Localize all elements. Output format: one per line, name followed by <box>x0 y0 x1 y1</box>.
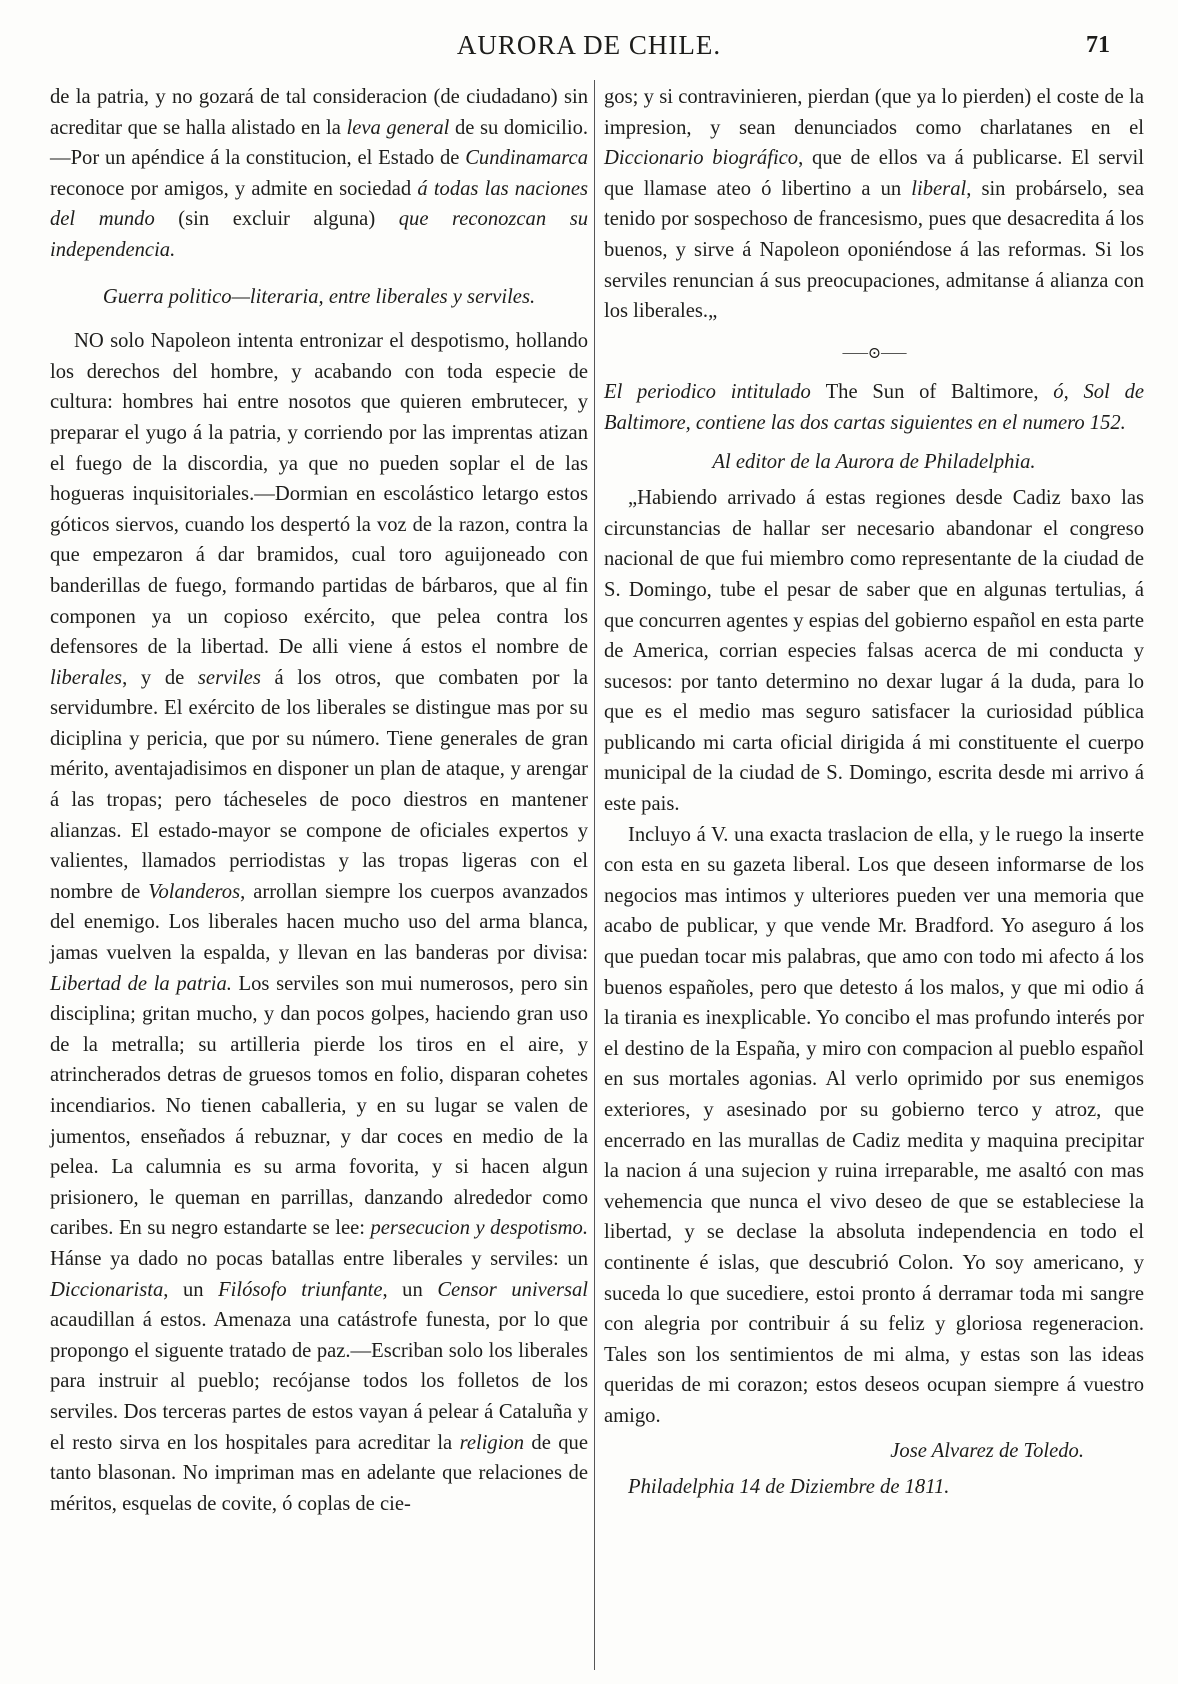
letter-paragraph-2: Incluyo á V. una exacta traslacion de ella, y le ruego la inserte con esta en su gazeta liberal. Los que deseen informarse de los negocios mas intimos y ulteriores pueden ver una memoria que acabo de publicar, y que vende Mr. Bradford. Yo aseguro á los que puedan tocar mis palabras, que amo con todo mi afecto á los buenos españoles, pero que detesto á los malos, y que mi odio á la tirania es inexplicable. Yo concibo el mas profundo interés por el destino de la España, y miro con compacion al pueblo español en sus mortales agonias. Al verlo oprimido por sus enemigos exteriores, y asesinado por su gobierno terco y atroz, que encerrado en las murallas de Cadiz medita y maquina precipitar la nacion á una sujecion y ruina irreparable, me asaltó con mas vehemencia que nunca el vivo deseo de que se estableciese la libertad, y se declase la absoluta independencia en todo el continente é islas, que descubrió Colon. Yo soy americano, y suceda lo que sucediere, estoi pronto á derramar toda mi sangre con alegria por contribuir á su feliz y gloriosa regeneracion. Tales son los sentimientos de mi alma, y estas son las ideas queridas de mi corazon; estos deseos ocupan siempre á vuestro amigo. <box>604 823 1144 1427</box>
italic-run: liberales <box>50 666 123 689</box>
italic-run: Diccionario biográfico <box>604 147 799 170</box>
left-paragraph-2 <box>50 326 588 1519</box>
signature: Jose Alvarez de Toledo. <box>890 1439 1084 1462</box>
text-run: , un <box>382 1278 438 1301</box>
text-run: NO solo Napoleon intenta entronizar el despotismo, hollando los derechos del hombre, y acabando con toda especie de cultura: hombres hai entre nosotos que quieren embrutecer, y preparar el yugo á la patria, y corriendo por las imprentas atizan el fuego de la discordia, ya que no pueden soplar el de las hogueras inquisitoriales.—Dormian en escolástico letargo estos góticos siervos, cuando los despertó la voz de la razon, contra la que empezaron á dar bramidos, cual toro aguijoneado con banderillas de fuego, formando partidas de bárbaros, que al fin componen ya un copioso exército, que pelea contra los defensores de la libertad. De alli viene á estos el nombre de <box>50 330 588 659</box>
italic-run: Filósofo triunfante <box>218 1278 383 1301</box>
text-run: acaudillan á estos. Amenaza una catástrofe funesta, por lo que propongo el siguente tratado de paz.—Escriban solo los liberales para instruir al pueblo; recójanse todos los folletos de los serviles. Dos terceras partes de estos vayan á pelear á Cataluña y el resto sirva en los hospitales para acreditar la <box>50 1309 588 1454</box>
italic-run: serviles <box>197 666 261 689</box>
italic-run: Diccionarista <box>50 1278 164 1301</box>
text-run: , un <box>163 1278 219 1301</box>
column-divider <box>594 80 595 1670</box>
running-title: AURORA DE CHILE. <box>456 30 722 60</box>
italic-run: persecucion y despotismo. <box>370 1217 588 1240</box>
italic-run: Censor universal <box>437 1278 588 1301</box>
italic-run: ó, Sol de Baltimore, contiene las dos cartas siguientes en el numero 152. <box>604 381 1145 434</box>
letter-paragraph-1: „Habiendo arrivado á estas regiones desde Cadiz baxo las circunstancias de hallar ser necesario abandonar el congreso nacional de que fui miembro como representante de la ciudad de S. Domingo, tube el pesar de saber que en algunas tertulias, á que concurren agentes y espias del gobierno español en esta parte de America, corrian especies falsas acerca de mi conducta y sucesos: por tanto determino no dexar lugar á la duda, para lo que es el medio mas seguro satisfacer la curiosidad pública publicando mi carta oficial dirigida á mi constituente el cuerpo municipal de la ciudad de S. Domingo, escrita desde mi arrivo á este pais. <box>604 487 1144 816</box>
roman-run: The Sun of Baltimore, <box>825 381 1039 404</box>
italic-run: liberal <box>911 177 967 200</box>
text-run: de su domicilio.—Por un apéndice á la constitucion, el Estado de <box>50 116 589 170</box>
text-run: Los serviles son mui numerosos, pero sin disciplina; gritan mucho, y dan pocos golpes, haciendo gran uso de la metralla; su artilleria pierde los tiros en el aire, y atrincherados detras de gruesos tomos en folio, disparan cohetes incendiarios. No tienen caballeria, y en su lugar se valen de jumentos, enseñados á rebuznar, y dar coces en medio de la pelea. La calumnia es su arma fovorita, y si hacen algun prisionero, le queman en parrillas, danzando alrededor como caribes. En su negro estandarte se lee: <box>50 972 588 1240</box>
italic-run: Volanderos <box>148 880 241 903</box>
text-run: , arrollan siempre los cuerpos avanzados del enemigo. Los liberales hacen mucho uso del arma blanca, jamas vuelven la espalda, y llevan en las banderas por divisa: <box>50 880 588 965</box>
text-run: , sin probárselo, sea tenido por sospechoso de francesismo, pues que desacredita á los buenos, y sirve á Napoleon oponiéndose á las reformas. Si los serviles renuncian á sus preocupaciones, admitanse á alianza con los liberales.„ <box>604 177 1144 323</box>
ornament-divider: ⸺⊙⸺ <box>841 344 907 362</box>
letter-heading: Al editor de la Aurora de Philadelphia. <box>712 450 1036 473</box>
text-run: , y de <box>122 666 198 689</box>
italic-run: que reconozcan su independencia. <box>50 208 588 261</box>
text-run: de la patria, y no gozará de tal consideracion (de ciudadano) sin acreditar que se halla alistado en la <box>50 86 588 139</box>
page-number: 71 <box>1086 32 1110 58</box>
dateline: Philadelphia 14 de Diziembre de 1811. <box>628 1476 950 1499</box>
running-head <box>0 26 1178 66</box>
right-column <box>604 82 1144 1503</box>
left-column <box>50 82 588 1519</box>
italic-run: Libertad de la patria. <box>50 972 232 995</box>
text-run: Hánse ya dado no pocas batallas entre liberales y serviles: un <box>50 1247 588 1270</box>
periodical-note <box>604 377 1144 438</box>
italic-run: El periodico intitulado <box>604 381 826 404</box>
section-title: Guerra politico—literaria, entre liberales y serviles. <box>102 285 536 308</box>
italic-run: religion <box>459 1431 525 1454</box>
text-run: de que tanto blasonan. No impriman mas en adelante que relaciones de méritos, esquelas de covite, ó coplas de cie- <box>50 1431 588 1515</box>
italic-run: leva general <box>346 116 450 139</box>
left-paragraph-1 <box>50 82 588 266</box>
text-run: gos; y si contravinieren, pierdan (que ya lo pierden) el coste de la impresion, y sean denunciados como charlatanes en el <box>604 86 1144 139</box>
italic-run: á todas las naciones del mundo <box>50 177 589 231</box>
italic-run: Cundinamarca <box>465 147 588 170</box>
text-run: reconoce por amigos, y admite en sociedad <box>50 177 418 200</box>
text-run: á los otros, que combaten por la servidumbre. El exército de los liberales se distingue mas por su diciplina y pericia, que por su número. Tiene generales de gran mérito, aventajadisimos en disponer un plan de ataque, y arengar á las tropas; pero tácheseles de poco diestros en mantener alianzas. El estado-mayor se compone de oficiales expertos y valientes, llamados perriodistas y las tropas ligeras con el nombre de <box>50 666 589 903</box>
right-paragraph-1 <box>604 82 1144 327</box>
text-run: , que de ellos va á publicarse. El servil que llamase ateo ó libertino a un <box>604 147 1144 200</box>
text-run: (sin excluir alguna) <box>154 208 399 231</box>
